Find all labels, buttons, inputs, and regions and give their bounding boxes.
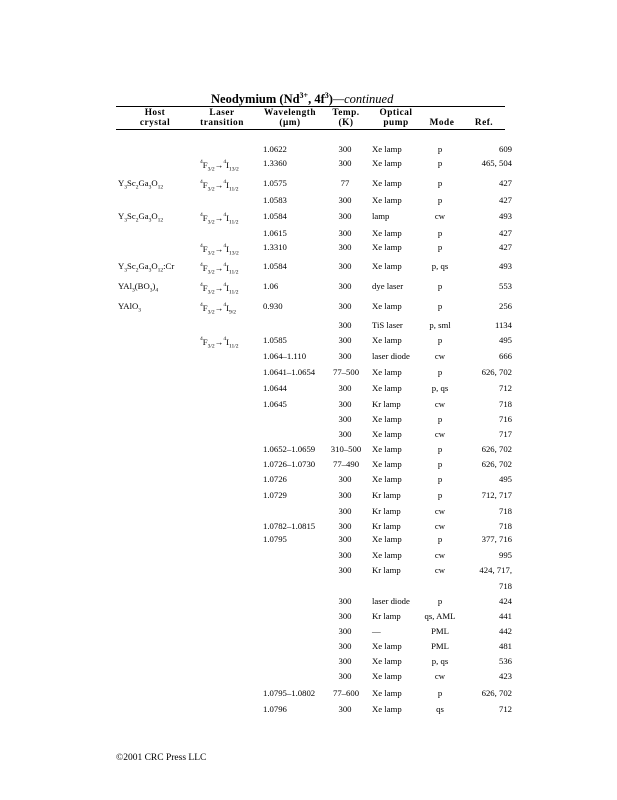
cell-wavelength: 1.0641–1.0654: [263, 367, 316, 377]
table-row: [0, 194, 617, 210]
cell-ref: 718: [498, 506, 512, 516]
cell-temperature: 300: [338, 158, 352, 168]
cell-temperature: 300: [338, 596, 352, 606]
cell-wavelength: 1.0729: [263, 490, 287, 500]
header-optical-pump: Optical pump: [379, 108, 413, 128]
cell-temperature: 77: [340, 178, 350, 188]
cell-ref: 493: [498, 211, 512, 221]
subscript: 3: [132, 287, 135, 294]
cell-optical-pump: lamp: [372, 211, 390, 221]
cell-optical-pump: —: [372, 626, 381, 636]
cell-ref: 626, 702: [481, 367, 512, 377]
subscript: 2: [135, 217, 139, 224]
table-row: [0, 489, 617, 505]
cell-optical-pump: Kr lamp: [372, 506, 401, 516]
cell-wavelength: 1.0795: [263, 534, 287, 544]
cell-temperature: 300: [338, 261, 352, 271]
table-row: [0, 157, 617, 173]
cell-mode: p: [437, 414, 443, 424]
cell-optical-pump: Xe lamp: [372, 242, 402, 252]
cell-ref: 717: [498, 429, 512, 439]
cell-wavelength: 1.0584: [263, 211, 287, 221]
laser-transition-text: $^4F_{3/2}\to^4I_{13/2}$: [200, 243, 239, 257]
table-row: [0, 334, 617, 350]
cell-host: [118, 280, 203, 297]
cell-ref: 423: [498, 671, 512, 681]
cell-wavelength: 1.0652–1.0659: [263, 444, 316, 454]
header-host-crystal: Host crystal: [139, 108, 171, 128]
cell-temperature: 300: [338, 626, 352, 636]
laser-transition-text: $^4F_{3/2}\to^4I_{11/2}$: [200, 179, 239, 193]
cell-mode: p: [437, 281, 443, 291]
table-row: [0, 703, 617, 719]
table-row: [0, 350, 617, 366]
cell-temperature: 300: [338, 414, 352, 424]
table-row: [0, 687, 617, 703]
cell-mode: p, qs: [431, 261, 449, 271]
cell-ref: 712: [498, 383, 512, 393]
cell-wavelength: 1.3310: [263, 242, 287, 252]
table-row: [0, 319, 617, 335]
cell-optical-pump: laser diode: [372, 596, 410, 606]
cell-mode: p: [437, 596, 443, 606]
cell-optical-pump: Xe lamp: [372, 550, 402, 560]
cell-mode: cw: [434, 671, 446, 681]
cell-temperature: 300: [338, 429, 352, 439]
cell-optical-pump: Kr lamp: [372, 490, 401, 500]
cell-wavelength: 1.0796: [263, 704, 287, 714]
cell-mode: p, qs: [431, 383, 449, 393]
cell-ref: 609: [498, 144, 512, 154]
cell-temperature: 300: [338, 335, 352, 345]
cell-ref: 1134: [494, 320, 512, 330]
cell-wavelength: 1.064–1.110: [263, 351, 307, 361]
cell-temperature: 300: [338, 320, 352, 330]
cell-mode: cw: [434, 211, 446, 221]
cell-optical-pump: Xe lamp: [372, 261, 402, 271]
subscript: 3: [124, 267, 128, 274]
cell-temperature: 300: [338, 656, 352, 666]
cell-temperature: 300: [338, 383, 352, 393]
cell-ref: 626, 702: [481, 688, 512, 698]
table-row: [0, 473, 617, 489]
copyright-footer: ©2001 CRC Press LLC: [116, 753, 207, 763]
cell-wavelength: 1.0726: [263, 474, 287, 484]
cell-temperature: 300: [338, 671, 352, 681]
cell-wavelength: 1.0795–1.0802: [263, 688, 316, 698]
cell-temperature: 300: [338, 144, 352, 154]
table-row: [0, 210, 617, 226]
cell-mode: p: [437, 195, 443, 205]
table-row: [0, 580, 617, 596]
cell-mode: p, qs: [431, 656, 449, 666]
cell-transition: [200, 157, 260, 176]
laser-transition-text: $^4F_{3/2}\to^4I_{11/2}$: [200, 262, 239, 276]
table-row: [0, 300, 617, 316]
cell-temperature: 77–490: [332, 459, 360, 469]
cell-temperature: 300: [338, 490, 352, 500]
subscript: 3: [138, 307, 142, 314]
cell-ref: 256: [498, 301, 512, 311]
cell-optical-pump: Xe lamp: [372, 534, 402, 544]
cell-mode: p: [437, 178, 443, 188]
table-row: [0, 505, 617, 521]
cell-ref: 712, 717: [481, 490, 512, 500]
cell-transition: [200, 260, 260, 279]
cell-optical-pump: Xe lamp: [372, 704, 402, 714]
cell-wavelength: 1.3360: [263, 158, 287, 168]
subscript: 12: [157, 184, 164, 191]
cell-ref: 716: [498, 414, 512, 424]
cell-optical-pump: Xe lamp: [372, 178, 402, 188]
cell-ref: 424, 717,: [479, 565, 512, 575]
table-row: [0, 670, 617, 686]
cell-mode: cw: [434, 521, 446, 531]
laser-transition-text: $^4F_{3/2}\to^4I_{11/2}$: [200, 336, 239, 350]
cell-optical-pump: Kr lamp: [372, 565, 401, 575]
cell-ref: 495: [498, 335, 512, 345]
cell-wavelength: 1.06: [263, 281, 279, 291]
cell-mode: p: [437, 459, 443, 469]
cell-mode: p: [437, 534, 443, 544]
cell-mode: p: [437, 242, 443, 252]
cell-temperature: 300: [338, 228, 352, 238]
cell-optical-pump: Xe lamp: [372, 641, 402, 651]
cell-host: [118, 300, 203, 317]
cell-ref: 995: [498, 550, 512, 560]
cell-ref: 442: [498, 626, 512, 636]
cell-optical-pump: Xe lamp: [372, 383, 402, 393]
cell-mode: p, sml: [429, 320, 451, 330]
table-row: [0, 564, 617, 580]
table-row: [0, 428, 617, 444]
cell-ref: 465, 504: [481, 158, 512, 168]
cell-wavelength: 1.0782–1.0815: [263, 521, 316, 531]
cell-optical-pump: Kr lamp: [372, 399, 401, 409]
header-wavelength: Wavelength (μm): [263, 108, 316, 128]
cell-ref: 712: [498, 704, 512, 714]
table-row: [0, 640, 617, 656]
cell-mode: p: [437, 367, 443, 377]
cell-wavelength: 1.0584: [263, 261, 287, 271]
cell-mode: PML: [431, 626, 449, 636]
cell-temperature: 310–500: [330, 444, 362, 454]
cell-temperature: 300: [338, 351, 352, 361]
cell-temperature: 300: [338, 565, 352, 575]
cell-mode: PML: [431, 641, 449, 651]
table-row: [0, 625, 617, 641]
laser-transition-text: $^4F_{3/2}\to^4I_{11/2}$: [200, 282, 239, 296]
cell-wavelength: 1.0615: [263, 228, 287, 238]
cell-temperature: 300: [338, 521, 352, 531]
cell-ref: 718: [498, 399, 512, 409]
cell-mode: p: [437, 301, 443, 311]
cell-mode: qs, AML: [424, 611, 456, 621]
cell-temperature: 300: [338, 281, 352, 291]
cell-transition: [200, 280, 260, 299]
table-row: [0, 610, 617, 626]
subscript: 12: [157, 267, 164, 274]
header-laser-transition: Laser transition: [200, 108, 244, 128]
table-row: [0, 655, 617, 671]
cell-mode: p: [437, 490, 443, 500]
cell-mode: p: [437, 444, 443, 454]
cell-ref: 718: [498, 521, 512, 531]
cell-optical-pump: Xe lamp: [372, 414, 402, 424]
cell-mode: cw: [434, 351, 446, 361]
cell-host: [118, 260, 203, 277]
cell-optical-pump: dye laser: [372, 281, 404, 291]
table-row: [0, 413, 617, 429]
cell-temperature: 300: [338, 506, 352, 516]
cell-transition: [200, 210, 260, 229]
cell-ref: 427: [498, 195, 512, 205]
subscript: 2: [135, 184, 139, 191]
cell-optical-pump: Xe lamp: [372, 367, 402, 377]
cell-mode: p: [437, 688, 443, 698]
header-temperature: Temp. (K): [332, 108, 360, 128]
table-row: [0, 366, 617, 382]
cell-optical-pump: TiS laser: [372, 320, 403, 330]
cell-optical-pump: Xe lamp: [372, 335, 402, 345]
table-row: [0, 549, 617, 565]
cell-ref: 495: [498, 474, 512, 484]
cell-mode: cw: [434, 399, 446, 409]
table-row: [0, 241, 617, 257]
table-row: [0, 177, 617, 193]
host-crystal-text: $Y_3Sc_2Ga_3O_{12}:Cr$: [118, 261, 175, 274]
cell-ref: 427: [498, 242, 512, 252]
subscript: 3: [124, 184, 128, 191]
cell-transition: [200, 300, 260, 319]
table-row: [0, 443, 617, 459]
cell-optical-pump: Xe lamp: [372, 474, 402, 484]
cell-optical-pump: Xe lamp: [372, 444, 402, 454]
subscript: 4: [155, 287, 159, 294]
cell-mode: p: [437, 144, 443, 154]
table-row: [0, 595, 617, 611]
cell-optical-pump: Xe lamp: [372, 144, 402, 154]
cell-optical-pump: Xe lamp: [372, 656, 402, 666]
cell-mode: qs: [436, 704, 444, 714]
host-crystal-text: YAlO$_3$: [118, 301, 142, 314]
subscript: 3: [149, 287, 153, 294]
subscript: 3: [148, 217, 152, 224]
laser-transition-text: $^4F_{3/2}\to^4I_{9/2}$: [200, 302, 236, 316]
cell-temperature: 300: [338, 474, 352, 484]
table-row: [0, 280, 617, 296]
cell-temperature: 300: [338, 550, 352, 560]
subscript: 3: [124, 217, 128, 224]
cell-temperature: 300: [338, 211, 352, 221]
cell-ref: 481: [498, 641, 512, 651]
cell-optical-pump: Kr lamp: [372, 611, 401, 621]
cell-mode: p: [437, 228, 443, 238]
cell-temperature: 300: [338, 399, 352, 409]
cell-optical-pump: Xe lamp: [372, 301, 402, 311]
cell-host: [118, 210, 203, 227]
subscript: 12: [157, 217, 164, 224]
subscript: 3: [148, 267, 152, 274]
cell-ref: 493: [498, 261, 512, 271]
cell-temperature: 300: [338, 301, 352, 311]
cell-ref: 427: [498, 228, 512, 238]
cell-wavelength: 1.0645: [263, 399, 287, 409]
cell-temperature: 300: [338, 641, 352, 651]
cell-mode: cw: [434, 429, 446, 439]
cell-ref: 553: [498, 281, 512, 291]
cell-optical-pump: Xe lamp: [372, 195, 402, 205]
cell-temperature: 300: [338, 704, 352, 714]
laser-transition-text: $^4F_{3/2}\to^4I_{11/2}$: [200, 212, 239, 226]
cell-transition: [200, 241, 260, 260]
cell-mode: p: [437, 158, 443, 168]
cell-optical-pump: Xe lamp: [372, 158, 402, 168]
header-mode: Mode: [429, 118, 455, 128]
cell-wavelength: 1.0583: [263, 195, 287, 205]
cell-optical-pump: Xe lamp: [372, 459, 402, 469]
cell-optical-pump: Kr lamp: [372, 521, 401, 531]
cell-optical-pump: Xe lamp: [372, 671, 402, 681]
cell-mode: cw: [434, 550, 446, 560]
cell-ref: 536: [498, 656, 512, 666]
cell-optical-pump: Xe lamp: [372, 688, 402, 698]
cell-wavelength: 1.0585: [263, 335, 287, 345]
cell-optical-pump: Xe lamp: [372, 228, 402, 238]
header-ref: Ref.: [474, 118, 494, 128]
cell-ref: 427: [498, 178, 512, 188]
cell-ref: 424: [498, 596, 512, 606]
host-crystal-text: $Y_3Sc_2Ga_3O_{12}$: [118, 211, 164, 224]
cell-temperature: 300: [338, 242, 352, 252]
cell-wavelength: 1.0644: [263, 383, 287, 393]
cell-temperature: 300: [338, 534, 352, 544]
cell-optical-pump: laser diode: [372, 351, 410, 361]
host-crystal-text: $Y_3Sc_2Ga_3O_{12}$: [118, 178, 164, 191]
cell-mode: p: [437, 335, 443, 345]
cell-transition: [200, 177, 260, 196]
cell-temperature: 77–600: [332, 688, 360, 698]
cell-ref: 377, 716: [481, 534, 512, 544]
subscript: 3: [148, 184, 152, 191]
cell-ref: 626, 702: [481, 459, 512, 469]
cell-mode: p: [437, 474, 443, 484]
cell-mode: cw: [434, 506, 446, 516]
page-title: Neodymium ($Nd^{3+}$, $4f^3)—continued$: [211, 91, 394, 107]
cell-ref: 626, 702: [481, 444, 512, 454]
host-crystal-text: $YAl_3(BO_3)_4$: [118, 281, 159, 294]
cell-ref: 718: [498, 581, 512, 591]
cell-ref: 666: [498, 351, 512, 361]
laser-transition-text: $^4F_{3/2}\to^4I_{13/2}$: [200, 159, 239, 173]
cell-ref: 441: [498, 611, 512, 621]
cell-temperature: 300: [338, 195, 352, 205]
cell-wavelength: 1.0575: [263, 178, 287, 188]
cell-wavelength: 0.930: [263, 301, 283, 311]
cell-optical-pump: Xe lamp: [372, 429, 402, 439]
table-row: [0, 533, 617, 549]
cell-mode: cw: [434, 565, 446, 575]
table-row: [0, 260, 617, 276]
table-row: [0, 382, 617, 398]
cell-wavelength: 1.0622: [263, 144, 287, 154]
cell-temperature: 77–500: [332, 367, 360, 377]
cell-temperature: 300: [338, 611, 352, 621]
subscript: 2: [135, 267, 139, 274]
cell-wavelength: 1.0726–1.0730: [263, 459, 316, 469]
table-row: [0, 458, 617, 474]
table-row: [0, 398, 617, 414]
cell-host: [118, 177, 203, 194]
